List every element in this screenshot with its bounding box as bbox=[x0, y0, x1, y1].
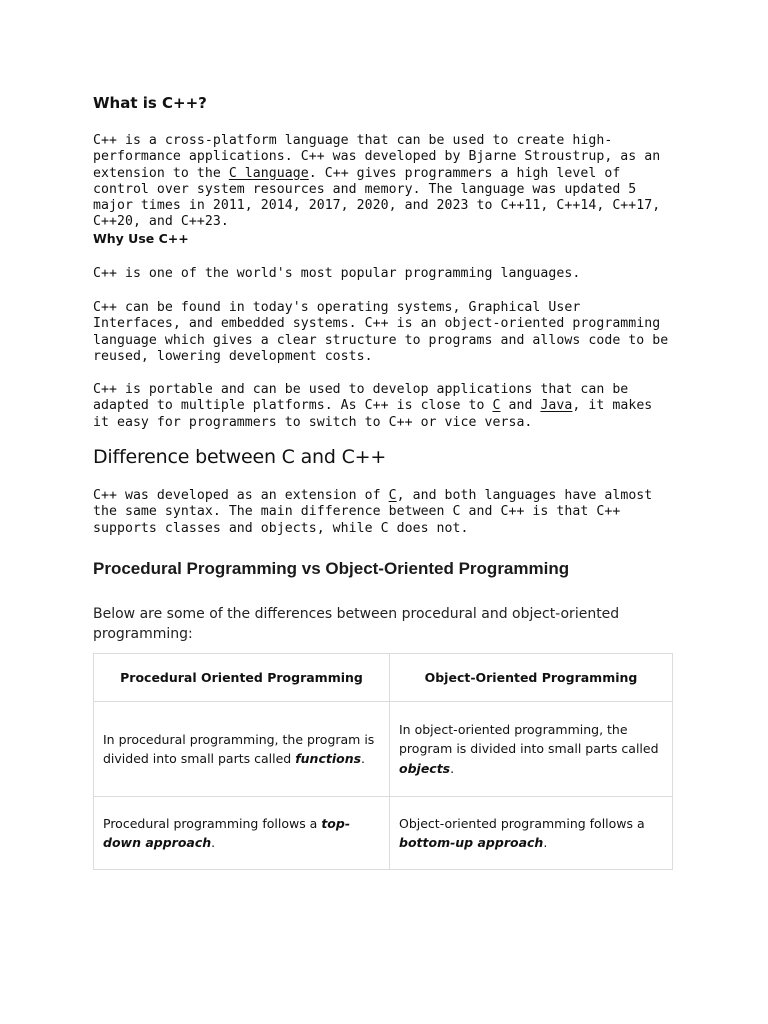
comparison-table bbox=[93, 653, 673, 870]
text-span: . bbox=[361, 751, 366, 766]
table-cell-oop-parts bbox=[390, 702, 673, 797]
table-header-procedural: Procedural Oriented Programming bbox=[94, 654, 390, 702]
text-span: In object-oriented programming, the program is divided into small parts called bbox=[399, 721, 659, 757]
table-row bbox=[94, 797, 673, 870]
text-span: Procedural programming follows a bbox=[103, 815, 322, 831]
text-span: , it makes it easy for programmers to switch to C++ or vice versa. bbox=[93, 398, 653, 430]
heading-why-use-cpp: Why Use C++ bbox=[93, 231, 189, 246]
link-java[interactable]: Java bbox=[540, 398, 573, 414]
paragraph-cpp-intro bbox=[93, 133, 673, 231]
text-span: In procedural programming, the program is divided into small parts called bbox=[103, 731, 375, 766]
emphasis-objects: objects bbox=[399, 760, 451, 776]
heading-what-is-cpp: What is C++? bbox=[93, 94, 207, 112]
table-cell-procedural-approach bbox=[94, 797, 390, 870]
table-header-row bbox=[94, 654, 673, 702]
emphasis-functions: functions bbox=[295, 751, 362, 766]
table-row bbox=[94, 702, 673, 797]
paragraph-differences-intro: Below are some of the differences between procedural and object-oriented programming: bbox=[93, 606, 620, 642]
text-span: . bbox=[543, 835, 548, 850]
paragraph-portable bbox=[93, 382, 673, 431]
emphasis-bottom-up: bottom-up approach bbox=[399, 835, 544, 850]
text-span: . bbox=[450, 760, 455, 776]
table-header-oop: Object-Oriented Programming bbox=[390, 654, 673, 702]
table-cell-oop-approach bbox=[390, 797, 673, 870]
text-span: C++ is portable and can be used to develop applications that can be adapted to multiple platforms. As C++ is close to bbox=[93, 382, 629, 414]
text-span: . bbox=[211, 835, 216, 850]
paragraph-popular: C++ is one of the world's most popular programming languages. bbox=[93, 266, 581, 281]
text-span: and bbox=[500, 398, 541, 414]
paragraph-difference bbox=[93, 488, 673, 537]
text-span: Object-oriented programming follows a bbox=[399, 815, 645, 831]
text-span: . C++ gives programmers a high level of control over system resources and memory. The language was updated 5 major times in 2011, 2014, 2017, 2020, and 2023 to C++11, C++14, C++17, C++20, and C++23. bbox=[93, 165, 661, 230]
text-span: , and both languages have almost the same syntax. The main difference between C and C++ is that C++ supports classes and objects, while C does not. bbox=[93, 488, 653, 536]
link-c-extension[interactable]: C bbox=[388, 488, 397, 503]
link-c-language[interactable]: C language bbox=[228, 165, 309, 181]
table-cell-procedural-parts bbox=[94, 702, 390, 797]
emphasis-top-down: top-down approach bbox=[103, 815, 351, 850]
link-c[interactable]: C bbox=[492, 398, 501, 414]
heading-difference-c-cpp: Difference between C and C++ bbox=[93, 446, 387, 468]
text-span: C++ is a cross-platform language that can be used to create high-performance applications. C++ was developed by Bjarne Stroustrup, as an extension to the bbox=[93, 133, 661, 181]
text-span: C++ was developed as an extension of bbox=[93, 488, 389, 503]
heading-procedural-vs-oop: Procedural Programming vs Object-Oriented Programming bbox=[93, 559, 570, 578]
paragraph-usage: C++ can be found in today's operating systems, Graphical User Interfaces, and embedded systems. C++ is an object-oriented programming language which gives a clear structure to programs and allows code to be reused, lowering development costs. bbox=[93, 300, 669, 364]
